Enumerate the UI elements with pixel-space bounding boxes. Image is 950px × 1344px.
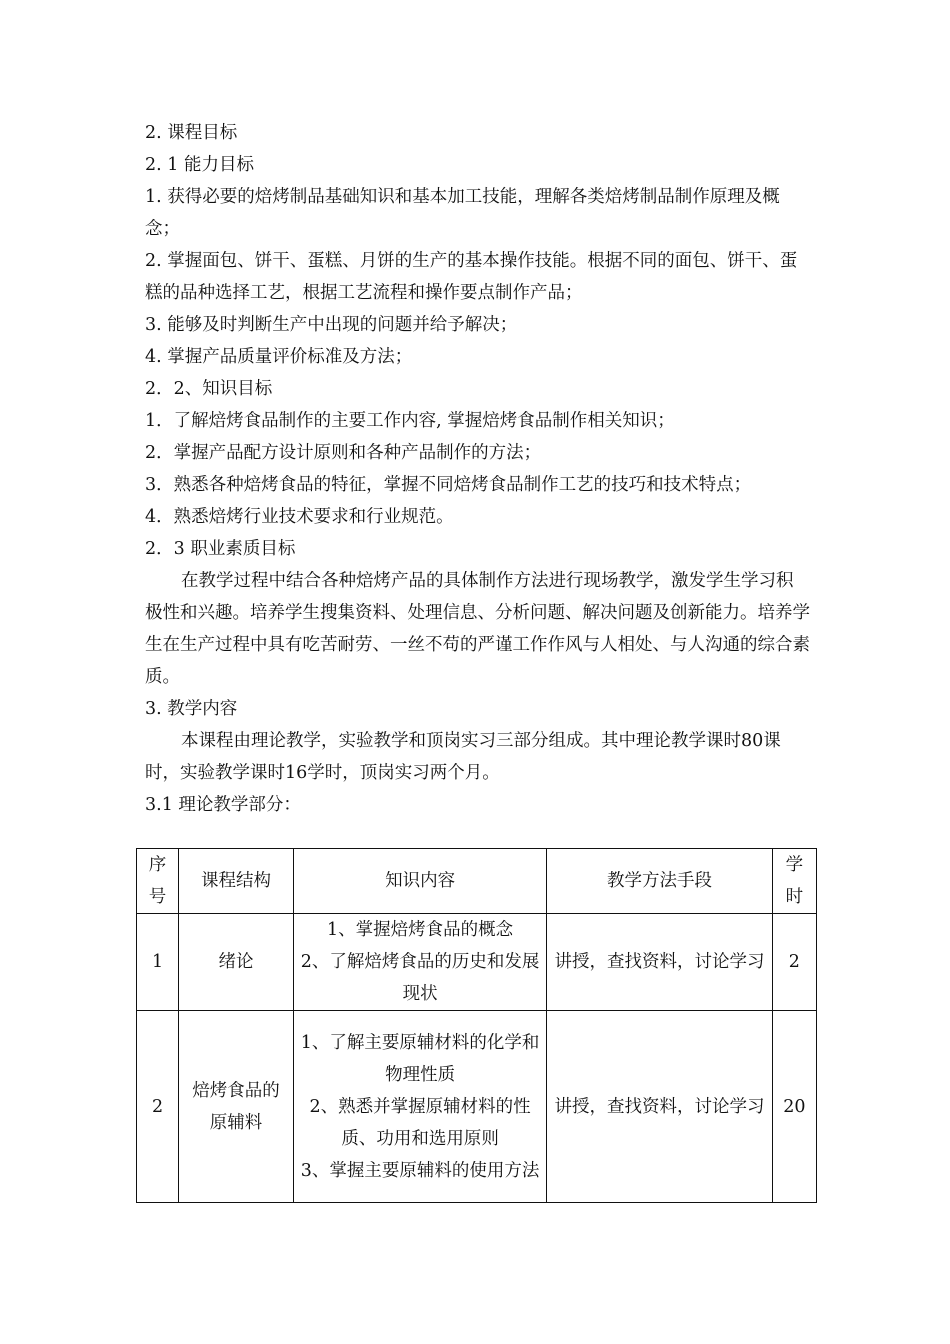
heading-course-goals: 2. 课程目标 bbox=[145, 123, 238, 143]
ability-item-1: 1. 获得必要的焙烤制品基础知识和基本加工技能，理解各类焙烤制品制作原理及概念； bbox=[145, 187, 780, 239]
header-number: 序号 bbox=[137, 849, 179, 914]
cell-method: 讲授，查找资料，讨论学习 bbox=[547, 1011, 773, 1203]
heading-knowledge-goals: 2．2、知识目标 bbox=[145, 379, 273, 399]
header-hours: 学时 bbox=[772, 849, 816, 914]
table-row bbox=[137, 1011, 817, 1203]
table-row bbox=[137, 914, 817, 1011]
cell-method: 讲授，查找资料，讨论学习 bbox=[547, 914, 773, 1011]
knowledge-item-3: 3．熟悉各种焙烤食品的特征，掌握不同焙烤食品制作工艺的技巧和技术特点； bbox=[145, 475, 752, 495]
cell-hours: 20 bbox=[772, 1011, 816, 1203]
knowledge-item-2: 2．掌握产品配方设计原则和各种产品制作的方法； bbox=[145, 443, 542, 463]
cell-number: 2 bbox=[137, 1011, 179, 1203]
cell-structure: 焙烤食品的原辅料 bbox=[179, 1011, 294, 1203]
syllabus-table bbox=[136, 848, 817, 1203]
header-method: 教学方法手段 bbox=[547, 849, 773, 914]
knowledge-item-1: 1．了解焙烤食品制作的主要工作内容, 掌握焙烤食品制作相关知识； bbox=[145, 411, 675, 431]
knowledge-line: 1、掌握焙烤食品的概念 bbox=[327, 920, 514, 940]
knowledge-line: 2、了解焙烤食品的历史和发展现状 bbox=[300, 952, 540, 1004]
knowledge-line: 2、熟悉并掌握原辅材料的性质、功用和选用原则 bbox=[309, 1096, 531, 1149]
ability-item-3: 3. 能够及时判断生产中出现的问题并给予解决； bbox=[145, 315, 518, 335]
header-structure: 课程结构 bbox=[179, 849, 294, 914]
quality-paragraph: 在教学过程中结合各种焙烤产品的具体制作方法进行现场教学，激发学生学习积极性和兴趣。培养学生搜集资料、处理信息、分析问题、解决问题及创新能力。培养学生在生产过程中具有吃苦耐劳、一丝不苟的严谨工作作风与人相处、与人沟通的综合素质。 bbox=[145, 571, 810, 687]
ability-item-2: 2. 掌握面包、饼干、蛋糕、月饼的生产的基本操作技能。根据不同的面包、饼干、蛋糕的品种选择工艺，根据工艺流程和操作要点制作产品； bbox=[145, 251, 798, 303]
heading-ability-goals: 2. 1 能力目标 bbox=[145, 155, 254, 175]
knowledge-line: 3、掌握主要原辅料的使用方法 bbox=[300, 1160, 540, 1181]
cell-number: 1 bbox=[137, 914, 179, 1011]
table-header-row bbox=[137, 849, 817, 914]
heading-theory-part: 3.1 理论教学部分： bbox=[145, 795, 301, 815]
ability-item-4: 4. 掌握产品质量评价标准及方法； bbox=[145, 347, 413, 367]
knowledge-line: 1、了解主要原辅材料的化学和物理性质 bbox=[300, 1032, 540, 1085]
cell-structure: 绪论 bbox=[179, 914, 294, 1011]
header-knowledge: 知识内容 bbox=[294, 849, 547, 914]
cell-hours: 2 bbox=[772, 914, 816, 1011]
cell-knowledge bbox=[294, 914, 547, 1011]
knowledge-item-4: 4．熟悉焙烤行业技术要求和行业规范。 bbox=[145, 507, 454, 527]
content-paragraph: 本课程由理论教学，实验教学和顶岗实习三部分组成。其中理论教学课时80课时，实验教学课时16学时，顶岗实习两个月。 bbox=[145, 731, 781, 783]
heading-teaching-content: 3. 教学内容 bbox=[145, 699, 238, 719]
document-body bbox=[145, 117, 810, 821]
heading-quality-goals: 2．3 职业素质目标 bbox=[145, 539, 296, 559]
cell-knowledge bbox=[294, 1011, 547, 1203]
